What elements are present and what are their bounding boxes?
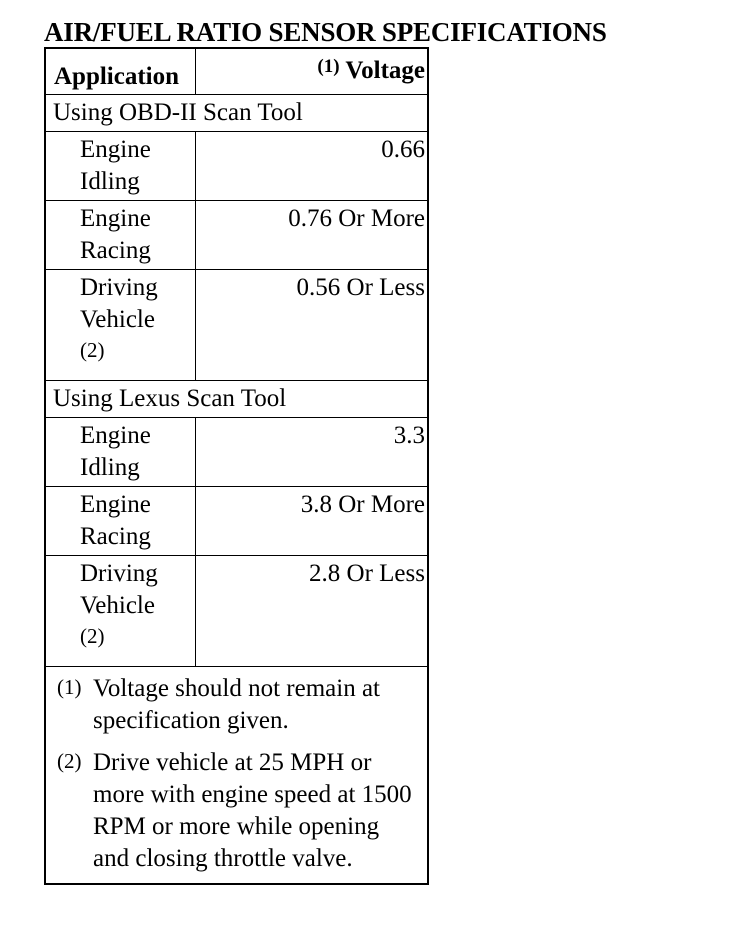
column-header-voltage [195,48,428,95]
condition-line: Idling [80,454,140,481]
section-label: Using Lexus Scan Tool [45,381,428,418]
table-row [45,556,428,667]
condition-line: Engine [80,205,151,232]
condition-line: Idling [80,168,140,195]
spec-table [44,47,429,885]
table-row [45,418,428,487]
condition-cell [45,132,195,201]
column-header-application: Application [45,48,195,95]
section-row [45,381,428,418]
table-header-row [45,48,428,95]
footnote-mark: (2) [57,749,82,773]
condition-line: Vehicle [80,306,155,333]
voltage-value: 2.8 Or Less [195,556,428,667]
footnote-ref: (2) [80,338,105,362]
condition-line: Engine [80,491,151,518]
footnote [57,673,417,737]
condition-cell [45,556,195,667]
notes-cell [45,667,428,885]
table-row [45,487,428,556]
voltage-value: 3.8 Or More [195,487,428,556]
voltage-header-label: Voltage [345,57,425,84]
section-row [45,95,428,132]
table-row [45,270,428,381]
condition-line: Vehicle [80,592,155,619]
voltage-value: 0.76 Or More [195,201,428,270]
condition-line: Driving [80,560,158,587]
condition-cell [45,487,195,556]
voltage-value: 0.66 [195,132,428,201]
condition-line: Driving [80,274,158,301]
footnote [57,747,417,875]
condition-cell [45,201,195,270]
condition-line: Engine [80,422,151,449]
voltage-footnote-ref: (1) [317,56,340,77]
condition-line: Racing [80,523,151,550]
footnote-mark: (1) [57,675,82,699]
condition-cell [45,418,195,487]
voltage-value: 0.56 Or Less [195,270,428,381]
footnote-text: Voltage should not remain at specification given. [93,675,380,734]
condition-line: Racing [80,237,151,264]
table-row [45,201,428,270]
condition-line: Engine [80,136,151,163]
voltage-value: 3.3 [195,418,428,487]
footnote-text: Drive vehicle at 25 MPH or more with engine speed at 1500 RPM or more while opening and closing throttle valve. [93,749,412,872]
section-label: Using OBD-II Scan Tool [45,95,428,132]
notes-row [45,667,428,885]
page-title: AIR/FUEL RATIO SENSOR SPECIFICATIONS [44,17,607,47]
table-row [45,132,428,201]
condition-cell [45,270,195,381]
footnote-ref: (2) [80,624,105,648]
